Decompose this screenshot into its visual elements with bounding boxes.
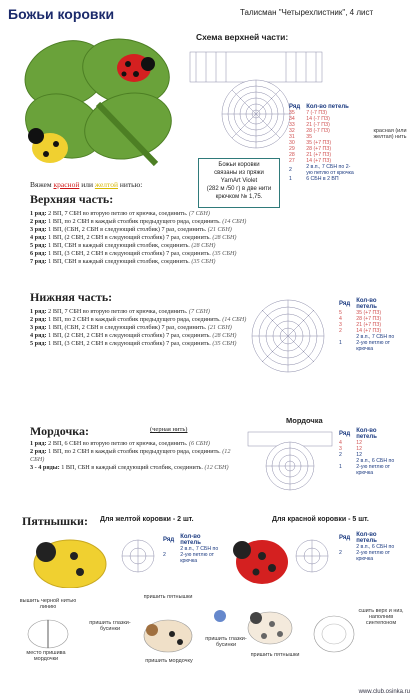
top-table [286, 104, 357, 182]
lower-table: Ряд Кол-во петель 5 35 (+7 ПЗ) 4 28 (+7 ПЗ) 3 21 (+7 ПЗ) 2 14 (+7 ПЗ) 1 2 в.п., 7 СБН по 2-ую петлю от крючка [336, 298, 401, 352]
table-row: 4 28 (+7 ПЗ) [339, 316, 382, 322]
table-row: 29 28 (+7 ПЗ) [289, 146, 332, 152]
table-row: 35 7 (-7 ПЗ) [289, 110, 327, 116]
red-spot-diagram [292, 536, 332, 576]
col-count-header: Кол-во петель [306, 104, 349, 110]
step-stuff-illustration [310, 612, 358, 656]
page-title: Божьи коровки [8, 6, 115, 22]
knit-color-note: Вяжем красной или желтой нитью: [30, 180, 143, 189]
upper-part-title: Верхняя часть: [30, 192, 114, 206]
muzzle-diagram [244, 426, 336, 492]
thread-color-note: красная (или желтая) нить [373, 128, 407, 140]
top-scheme-label: Схема верхней части: [196, 32, 289, 42]
lower-part-title: Нижняя часть: [30, 290, 113, 304]
table-row: 2 2 в.п., 7 СБН по 2-ую петлю от крючка [289, 164, 354, 176]
bead-icon [212, 608, 228, 624]
step-sew-muzzle: пришить мордочку [145, 658, 193, 664]
table-row: 5 35 (+7 ПЗ) [339, 310, 382, 316]
table-row: 3 12 [339, 446, 363, 452]
table-row: 1 2 в.п., 6 СБН по 2-ую петлю от крючка [339, 458, 395, 476]
step-muzzle-place: место пришива мордочки [26, 650, 66, 662]
table-row: 4 12 [339, 440, 363, 446]
yellow-spots-note: Для желтой коровки - 2 шт. [100, 516, 194, 523]
step-spots-illustration-2 [242, 604, 298, 648]
yellow-ladybug-photo [22, 528, 112, 588]
muzzle-instructions: 1 ряд: 2 ВП, 6 СБН во вторую петлю от крючка, соединить. (6 СБН) 2 ряд: 1 ВП, по 2 СБН в каждый столбик предыдущего ряда, соединить. (12 СБН) 3 - 4 ряды: 1 ВП, СБН в каждый следующий столбик, соединить. (12 СБН) [30, 440, 231, 471]
table-row: 2 12 [339, 452, 363, 458]
spots-title: Пятнышки: [22, 514, 88, 528]
table-row: 34 14 (-7 ПЗ) [289, 116, 330, 122]
page-subtitle: Талисман "Четырехлистник", 4 лист [240, 8, 374, 17]
muzzle-diagram-label: Мордочка [286, 416, 323, 425]
table-row: 32 28 (-7 ПЗ) [289, 128, 330, 134]
table-row: 3 21 (+7 ПЗ) [339, 322, 382, 328]
table-row: 2 14 (+7 ПЗ) [339, 328, 382, 334]
table-row: 33 21 (-7 ПЗ) [289, 122, 330, 128]
site-footer[interactable]: www.club.osinka.ru [358, 689, 410, 695]
muzzle-title: Мордочка: [30, 424, 89, 438]
yellow-spots-table: Ряд Кол-во петель 2 2 в.п., 7 СБН по 2-ую петлю от крючка [160, 534, 223, 564]
table-row: 1 2 в.п., 7 СБН по 2-ую петлю от крючка [339, 334, 395, 352]
table-row: 2 2 в.п., 7 СБН по 2-ую петлю от крючка [163, 546, 219, 564]
red-ladybug-photo [222, 528, 292, 588]
lower-part-diagram [240, 296, 336, 376]
table-row: 30 35 (+7 ПЗ) [289, 140, 332, 146]
muzzle-table: Ряд Кол-во петель 4 12 3 12 2 12 1 2 в.п., 6 СБН по 2-ую петлю от крючка [336, 428, 401, 476]
step-sew-eyes-2: пришить глазки-бусинки [205, 636, 247, 648]
yellow-spot-diagram [118, 536, 158, 576]
red-spots-note: Для красной коровки - 5 шт. [272, 516, 369, 523]
step-sew-together: сшить верх и низ, наполнив синтепоном [358, 608, 404, 626]
col-row-header: Ряд [289, 104, 301, 110]
table-row: 2 2 в.п., 6 СБН по 2-ую петлю от крючка [339, 544, 395, 562]
upper-part-instructions: 1 ряд: 2 ВП, 7 СБН во вторую петлю от крючка, соединить. (7 СБН) 2 ряд: 1 ВП, по 2 СБН в каждый столбик предыдущего ряда, соединить. (14 СБН) 3 ряд: 1 ВП, (СБН, 2 СБН в следующий столбик) 7 раз, соединить. (21 СБН) 4 ряд: 1 ВП, (2 СБН, 2 СБН в следующий столбик) 7 раз, соединить. (28 СБН) 5 ряд: 1 ВП, СБН в каждый следующий столбик, соединить. (28 СБН) 6 ряд: 1 ВП, (3 СБН, 2 СБН в следующий столбик) 7 раз, соединить. (35 СБН) 7 ряд: 1 ВП, СБН в каждый следующий столбик, соединить. (35 СБН) [30, 210, 247, 265]
table-row: 1 6 СБН в 2 ВП [289, 176, 339, 182]
red-spots-table: Ряд Кол-во петель 2 2 в.п., 6 СБН по 2-ую петлю от крючка [336, 532, 399, 562]
step-spots-illustration [138, 614, 198, 654]
step-embroider-line: вышить черной нитью линию [19, 598, 77, 610]
step-embroider-illustration [24, 614, 72, 650]
table-row: 27 14 (+7 ПЗ) [289, 158, 332, 164]
step-sew-spots-2: пришить пятнышки [250, 652, 300, 658]
yarn-info-box: Божьи коровки связаны из пряжи YarnArt Violet (282 м /50 г) в две нити крючком № 1,75. [198, 158, 280, 208]
clover-ladybug-photo [6, 24, 182, 174]
step-sew-spots: пришить пятнышки [143, 594, 193, 600]
muzzle-thread-note: (черная нить) [150, 426, 188, 433]
lower-part-instructions: 1 ряд: 2 ВП, 7 СБН во вторую петлю от крючка, соединить. (7 СБН) 2 ряд: 1 ВП, по 2 СБН в каждый столбик предыдущего ряда, соединить. (14 СБН) 3 ряд: 1 ВП, (СБН, 2 СБН в следующий столбик) 7 раз, соединить. (21 СБН) 4 ряд: 1 ВП, (2 СБН, 2 СБН в следующий столбик) 7 раз, соединить. (28 СБН) 5 ряд: 1 ВП, (3 СБН, 2 СБН в следующий столбик) 7 раз, соединить. (35 СБН) [30, 308, 247, 347]
table-row: 31 35 [289, 134, 313, 140]
table-row: 28 21 (+7 ПЗ) [289, 152, 332, 158]
step-sew-eyes: пришить глазки-бусинки [89, 620, 131, 632]
